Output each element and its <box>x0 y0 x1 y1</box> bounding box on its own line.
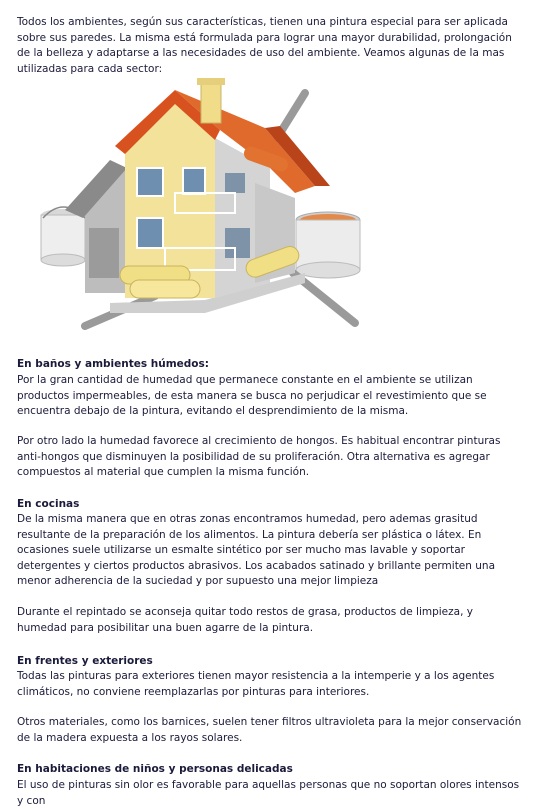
section-heading-habitaciones: En habitaciones de niños y personas delicadas <box>17 763 293 775</box>
section-heading-cocinas: En cocinas <box>17 498 80 510</box>
section-heading-banos: En baños y ambientes húmedos: <box>17 358 209 370</box>
section-heading-frentes: En frentes y exteriores <box>17 655 153 667</box>
section-paragraph: Otros materiales, como los barnices, suelen tener filtros ultravioleta para la mejor conservación de la madera expuesta a los rayos solares. <box>17 716 522 744</box>
section-paragraph: Por otro lado la humedad favorece al crecimiento de hongos. Es habitual encontrar pinturas anti-hongos que disminuyen la posibilidad de su proliferación. Otra alternativa es agregar compuestos al material que cumplen la misma función. <box>17 435 501 478</box>
section-paragraph: De la misma manera que en otras zonas encontramos humedad, pero ademas grasitud resultante de la preparación de los alimentos. La pintura debería ser plástica o látex. En ocasiones suele utilizarse un esmalte sintético por ser mucho mas lavable y soportar detergentes y ciertos productos abrasivos. Los acabados satinado y brillante permiten una menor adherencia de la suciedad y por supuesto una mejor limpieza <box>17 513 496 587</box>
section-paragraph: Todas las pinturas para exteriores tienen mayor resistencia a la intemperie y a los agentes climáticos, no conviene reemplazarlas por pinturas para interiores. <box>17 670 495 698</box>
section-paragraph: El uso de pinturas sin olor es favorable para aquellas personas que no soportan olores intensos y con <box>17 779 520 807</box>
section-paragraph: Durante el repintado se aconseja quitar todo restos de grasa, productos de limpieza, y humedad para posibilitar una buen agarre de la pintura. <box>17 606 473 634</box>
house-painting-illustration <box>15 68 365 338</box>
intro-paragraph: Todos los ambientes, según sus características, tienen una pintura especial para ser aplicada sobre sus paredes. La misma está formulada para lograr una mayor durabilidad, prolongación de la belleza y adaptarse a las necesidades de uso del ambiente. Veamos algunas de la mas utilizadas para cada sector: <box>17 16 512 75</box>
section-paragraph: Por la gran cantidad de humedad que permanece constante en el ambiente se utilizan productos impermeables, de esta manera se busca no perjudicar el revestimiento que se encuentra debajo de la pintura, evitando el desprendimiento de la misma. <box>17 374 487 417</box>
